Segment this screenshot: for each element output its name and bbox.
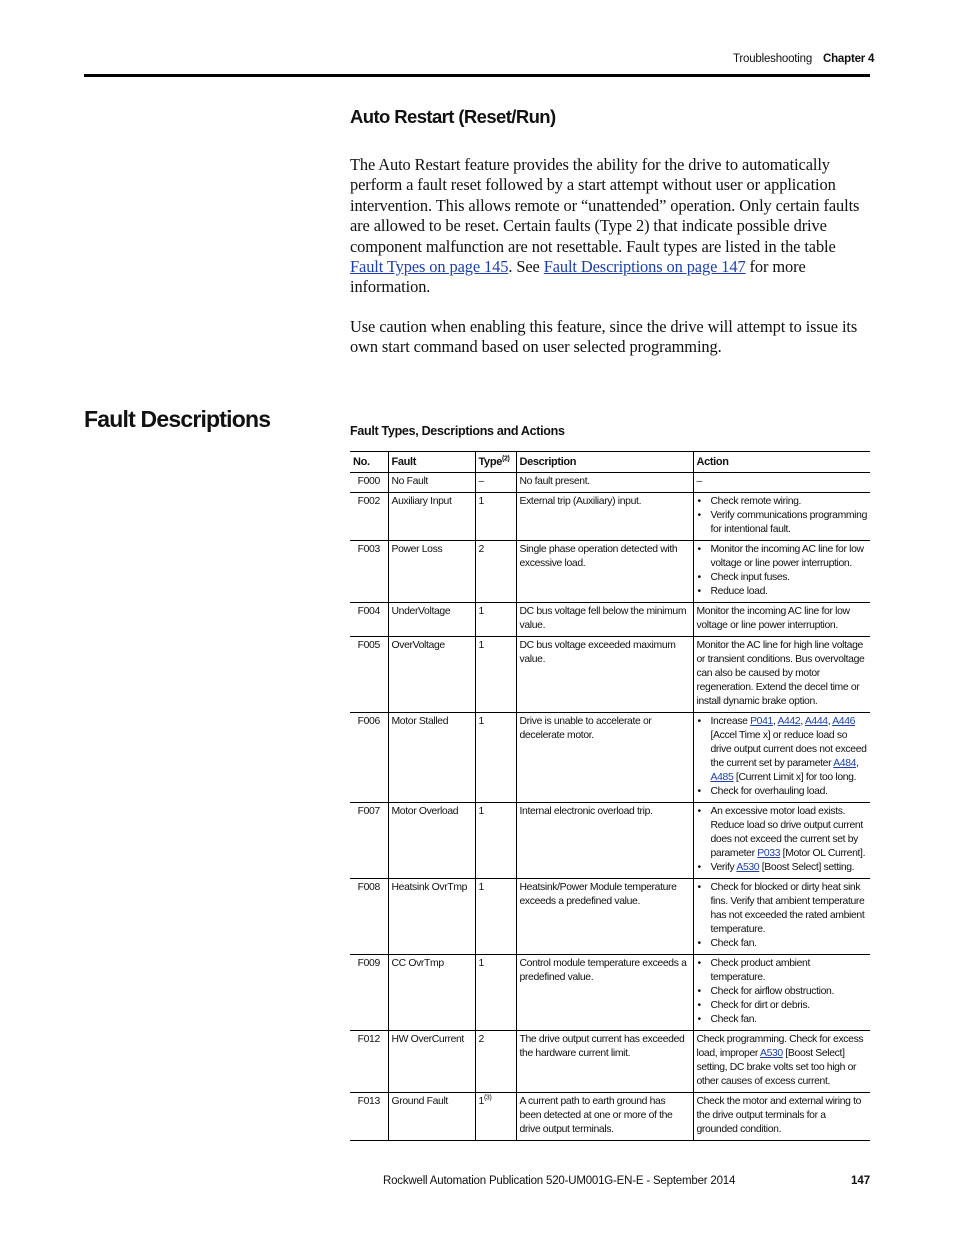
fault-description: Single phase operation detected with excessive load. <box>516 541 693 603</box>
param-link-a530[interactable]: A530 <box>736 862 760 873</box>
type-value: 1 <box>478 1096 484 1107</box>
separator: , <box>800 716 805 727</box>
action-bullet: • Check for overhauling load. <box>697 785 868 799</box>
fault-code: F007 <box>350 803 388 879</box>
fault-code: F013 <box>350 1093 388 1141</box>
fault-name: Heatsink OvrTmp <box>388 879 475 955</box>
fault-types-link[interactable]: Fault Types on page 145 <box>350 257 509 277</box>
fault-name: Motor Stalled <box>388 713 475 803</box>
running-header-section: Troubleshooting <box>733 53 813 65</box>
fault-type: – <box>475 473 516 493</box>
fault-name: Ground Fault <box>388 1093 475 1141</box>
fault-type: 2 <box>475 541 516 603</box>
fault-code: F009 <box>350 955 388 1031</box>
fault-action <box>693 879 870 955</box>
bullet-text: [Accel Time x] or reduce load so drive output current does not exceed the current set by parameter <box>710 730 867 769</box>
fault-action <box>693 541 870 603</box>
fault-descriptions-link[interactable]: Fault Descriptions on page 147 <box>543 257 746 277</box>
table-row <box>350 955 870 1031</box>
footer-publication: Rockwell Automation Publication 520-UM001G-EN-E - September 2014 <box>383 1175 736 1187</box>
bullet-text: [Motor OL Current]. <box>780 848 866 859</box>
fault-type <box>475 1093 516 1141</box>
fault-description: A current path to earth ground has been detected at one or more of the drive output terminals. <box>516 1093 693 1141</box>
action-bullet: • Reduce load. <box>697 585 868 599</box>
bullet-text: [Boost Select] setting. <box>759 862 855 873</box>
fault-action <box>693 955 870 1031</box>
param-link-a484[interactable]: A484 <box>833 758 857 769</box>
action-bullet: • Check for airflow obstruction. <box>697 985 868 999</box>
fault-name: OverVoltage <box>388 637 475 713</box>
fault-type: 2 <box>475 1031 516 1093</box>
table-row <box>350 1031 870 1093</box>
fault-type: 1 <box>475 493 516 541</box>
bullet-text: Verify <box>710 862 737 873</box>
action-bullet <box>697 715 868 785</box>
fault-action <box>693 1031 870 1093</box>
table-row <box>350 603 870 637</box>
table-row <box>350 713 870 803</box>
bullet-text: Increase <box>710 716 751 727</box>
action-bullet <box>697 805 868 861</box>
action-bullet: • Check for dirt or debris. <box>697 999 868 1013</box>
action-bullet: • Check fan. <box>697 937 868 951</box>
param-link-a444[interactable]: A444 <box>804 716 828 727</box>
action-text: Check programming. Check for excess load, improper <box>696 1034 864 1059</box>
action-bullet: • Check for blocked or dirty heat sink fins. Verify that ambient temperature has not exceeded the rated ambient temperature. <box>697 881 868 937</box>
action-bullet: • Verify communications programming for intentional fault. <box>697 509 868 537</box>
table-row <box>350 493 870 541</box>
fault-description: DC bus voltage exceeded maximum value. <box>516 637 693 713</box>
fault-action <box>693 493 870 541</box>
bullet-text: [Current Limit x] for too long. <box>733 772 857 783</box>
page-number: 147 <box>851 1175 871 1187</box>
action-text: [Boost Select] setting, DC brake volts set too high or other causes of excess current. <box>696 1048 857 1087</box>
param-link-p033[interactable]: P033 <box>757 848 781 859</box>
fault-code: F006 <box>350 713 388 803</box>
auto-restart-heading: Auto Restart (Reset/Run) <box>350 106 556 127</box>
paragraph-text: for more information. <box>350 257 806 297</box>
table-row <box>350 879 870 955</box>
separator: , <box>827 716 833 727</box>
action-bullet: • Check product ambient temperature. <box>697 957 868 985</box>
table-title: Fault Types, Descriptions and Actions <box>350 424 565 438</box>
column-header-no: No. <box>350 452 388 473</box>
fault-description: Control module temperature exceeds a predefined value. <box>516 955 693 1031</box>
fault-type: 1 <box>475 603 516 637</box>
table-row <box>350 803 870 879</box>
fault-name: Auxiliary Input <box>388 493 475 541</box>
type-label: Type <box>478 456 502 468</box>
column-header-fault: Fault <box>388 452 475 473</box>
fault-type: 1 <box>475 713 516 803</box>
fault-code: F003 <box>350 541 388 603</box>
footnote-ref: (3) <box>483 1094 492 1102</box>
separator: , <box>856 758 859 769</box>
fault-code: F004 <box>350 603 388 637</box>
action-bullet: • Check remote wiring. <box>697 495 868 509</box>
fault-action: Check the motor and external wiring to the drive output terminals for a grounded condition. <box>693 1093 870 1141</box>
param-link-a530[interactable]: A530 <box>759 1048 783 1059</box>
column-header-action: Action <box>693 452 870 473</box>
fault-action: Monitor the incoming AC line for low voltage or line power interruption. <box>693 603 870 637</box>
param-link-p041[interactable]: P041 <box>750 716 773 727</box>
table-row <box>350 1093 870 1141</box>
fault-code: F005 <box>350 637 388 713</box>
separator: , <box>772 716 778 727</box>
fault-table <box>350 451 870 1141</box>
fault-action: – <box>693 473 870 493</box>
fault-description: No fault present. <box>516 473 693 493</box>
fault-name: HW OverCurrent <box>388 1031 475 1093</box>
fault-code: F012 <box>350 1031 388 1093</box>
table-row <box>350 473 870 493</box>
table-header-row <box>350 452 870 473</box>
caution-paragraph: Use caution when enabling this feature, since the drive will attempt to issue its own start command based on user selected programming. <box>350 317 858 357</box>
running-header-chapter: Chapter 4 <box>823 53 875 65</box>
fault-descriptions-heading: Fault Descriptions <box>84 406 271 432</box>
fault-type: 1 <box>475 637 516 713</box>
fault-code: F002 <box>350 493 388 541</box>
fault-description: External trip (Auxiliary) input. <box>516 493 693 541</box>
fault-action: Monitor the AC line for high line voltage or transient conditions. Bus overvoltage can also be caused by motor regeneration. Extend the decel time or install dynamic brake option. <box>693 637 870 713</box>
fault-description: Heatsink/Power Module temperature exceeds a predefined value. <box>516 879 693 955</box>
header-rule <box>84 74 870 77</box>
action-bullet: • Check input fuses. <box>697 571 868 585</box>
table-row <box>350 541 870 603</box>
param-link-a485[interactable]: A485 <box>710 772 734 783</box>
fault-description: Drive is unable to accelerate or decelerate motor. <box>516 713 693 803</box>
fault-action <box>693 803 870 879</box>
action-bullet: • Check fan. <box>697 1013 868 1027</box>
fault-description: DC bus voltage fell below the minimum value. <box>516 603 693 637</box>
fault-name: CC OvrTmp <box>388 955 475 1031</box>
fault-code: F000 <box>350 473 388 493</box>
column-header-description: Description <box>516 452 693 473</box>
fault-description: Internal electronic overload trip. <box>516 803 693 879</box>
param-link-a442[interactable]: A442 <box>777 716 801 727</box>
fault-name: No Fault <box>388 473 475 493</box>
fault-type: 1 <box>475 955 516 1031</box>
fault-type: 1 <box>475 879 516 955</box>
auto-restart-paragraph <box>350 155 870 298</box>
fault-code: F008 <box>350 879 388 955</box>
param-link-a446[interactable]: A446 <box>832 716 856 727</box>
paragraph-text: The Auto Restart feature provides the ability for the drive to automatically perform a fault reset followed by a start attempt without user or application intervention. This allows remote or “unattended” operation. Only certain faults are allowed to be reset. Certain faults (Type 2) that indicate possible drive component malfunction are not resettable. Fault types are listed in the table <box>350 155 860 256</box>
paragraph-text: . See <box>508 257 544 277</box>
action-bullet <box>697 861 868 875</box>
fault-description: The drive output current has exceeded the hardware current limit. <box>516 1031 693 1093</box>
fault-type: 1 <box>475 803 516 879</box>
footnote-ref: (2) <box>501 455 510 463</box>
bullet-text: An excessive motor load exists. Reduce load so drive output current does not exceed the current set by parameter <box>710 806 863 859</box>
action-bullet: • Monitor the incoming AC line for low voltage or line power interruption. <box>697 543 868 571</box>
fault-action <box>693 713 870 803</box>
fault-name: Power Loss <box>388 541 475 603</box>
fault-name: Motor Overload <box>388 803 475 879</box>
fault-name: UnderVoltage <box>388 603 475 637</box>
column-header-type <box>475 452 516 473</box>
table-row <box>350 637 870 713</box>
